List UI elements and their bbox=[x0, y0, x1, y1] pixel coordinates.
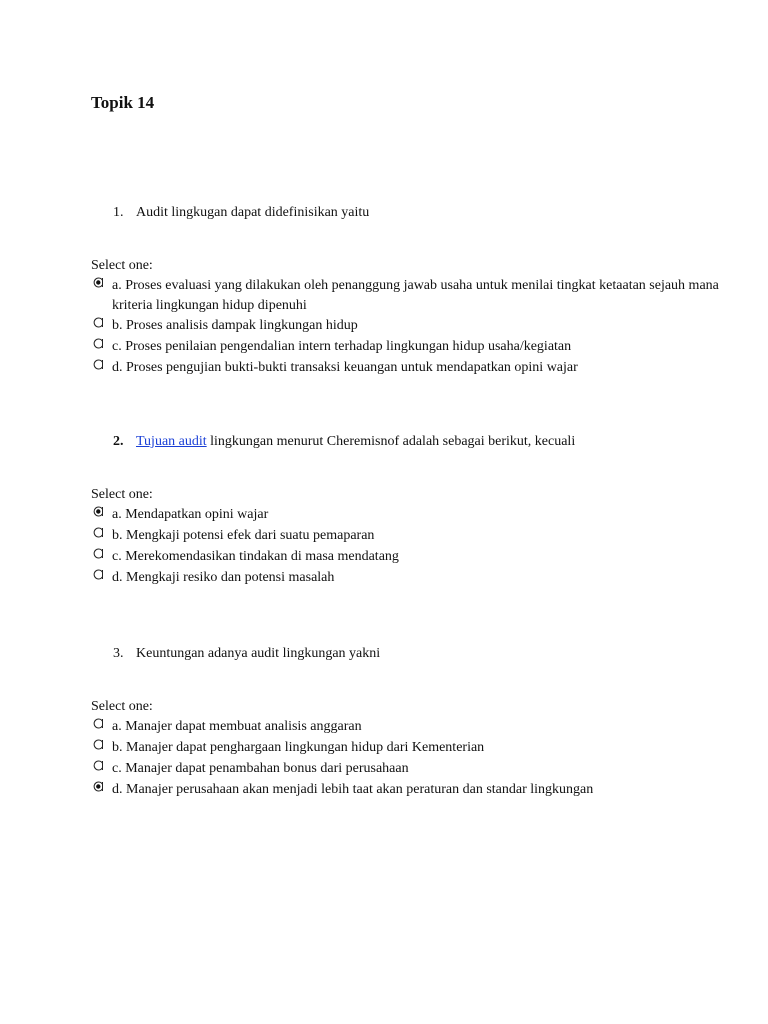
options-list bbox=[91, 717, 741, 801]
radio-unselected-icon[interactable] bbox=[93, 338, 104, 349]
radio-selected-icon[interactable] bbox=[93, 277, 104, 288]
option-row[interactable] bbox=[91, 316, 741, 337]
option-label: d. Mengkaji resiko dan potensi masalah bbox=[112, 570, 335, 585]
question-text bbox=[136, 644, 380, 664]
options-list bbox=[91, 276, 741, 379]
options-list bbox=[91, 505, 741, 589]
question-text bbox=[136, 432, 575, 452]
radio-unselected-icon[interactable] bbox=[93, 548, 104, 559]
option-label: b. Mengkaji potensi efek dari suatu pemaparan bbox=[112, 528, 375, 543]
radio-unselected-icon[interactable] bbox=[93, 569, 104, 580]
option-label: b. Proses analisis dampak lingkungan hidup bbox=[112, 318, 358, 333]
select-one-label: Select one: bbox=[91, 699, 153, 714]
radio-selected-icon[interactable] bbox=[93, 506, 104, 517]
radio-unselected-icon[interactable] bbox=[93, 760, 104, 771]
radio-unselected-icon[interactable] bbox=[93, 718, 104, 729]
question-text-body: Audit lingkugan dapat didefinisikan yaitu bbox=[136, 205, 370, 220]
radio-selected-icon[interactable] bbox=[93, 781, 104, 792]
question-1 bbox=[91, 203, 741, 379]
question-number: 2. bbox=[113, 434, 124, 449]
question-number: 3. bbox=[113, 646, 124, 661]
tujuan-audit-link[interactable]: Tujuan audit bbox=[136, 434, 207, 449]
option-row[interactable] bbox=[91, 526, 741, 547]
option-label: c. Proses penilaian pengendalian intern terhadap lingkungan hidup usaha/kegiatan bbox=[112, 339, 572, 354]
option-row[interactable] bbox=[91, 568, 741, 589]
question-header bbox=[91, 644, 741, 664]
option-label: d. Proses pengujian bukti-bukti transaksi keuangan untuk mendapatkan opini wajar bbox=[112, 360, 578, 375]
radio-unselected-icon[interactable] bbox=[93, 739, 104, 750]
option-row[interactable] bbox=[91, 358, 741, 379]
radio-unselected-icon[interactable] bbox=[93, 317, 104, 328]
option-label: d. Manajer perusahaan akan menjadi lebih taat akan peraturan dan standar lingkungan bbox=[112, 782, 594, 797]
option-label: a. Proses evaluasi yang dilakukan oleh penanggung jawab usaha untuk menilai tingkat ketaatan sejauh mana kriteria lingkungan hidup dipenuhi bbox=[112, 278, 719, 313]
option-label: c. Merekomendasikan tindakan di masa mendatang bbox=[112, 549, 399, 564]
question-2 bbox=[91, 432, 741, 589]
option-row[interactable] bbox=[91, 717, 741, 738]
option-row[interactable] bbox=[91, 505, 741, 526]
option-row[interactable] bbox=[91, 276, 741, 316]
select-one-label: Select one: bbox=[91, 258, 153, 273]
question-text-body: lingkungan menurut Cheremisnof adalah sebagai berikut, kecuali bbox=[206, 434, 576, 449]
option-label: a. Mendapatkan opini wajar bbox=[112, 507, 269, 522]
option-row[interactable] bbox=[91, 547, 741, 568]
question-3 bbox=[91, 644, 741, 801]
question-text-body: Keuntungan adanya audit lingkungan yakni bbox=[136, 646, 381, 661]
option-row[interactable] bbox=[91, 780, 741, 801]
page-title: Topik 14 bbox=[91, 93, 155, 112]
question-text bbox=[136, 203, 369, 223]
option-label: b. Manajer dapat penghargaan lingkungan hidup dari Kementerian bbox=[112, 740, 485, 755]
option-row[interactable] bbox=[91, 738, 741, 759]
option-row[interactable] bbox=[91, 759, 741, 780]
select-one-label: Select one: bbox=[91, 487, 153, 502]
question-header bbox=[91, 203, 741, 223]
option-label: c. Manajer dapat penambahan bonus dari perusahaan bbox=[112, 761, 409, 776]
radio-unselected-icon[interactable] bbox=[93, 359, 104, 370]
question-number: 1. bbox=[113, 205, 124, 220]
option-label: a. Manajer dapat membuat analisis anggaran bbox=[112, 719, 362, 734]
question-header bbox=[91, 432, 741, 452]
radio-unselected-icon[interactable] bbox=[93, 527, 104, 538]
option-row[interactable] bbox=[91, 337, 741, 358]
